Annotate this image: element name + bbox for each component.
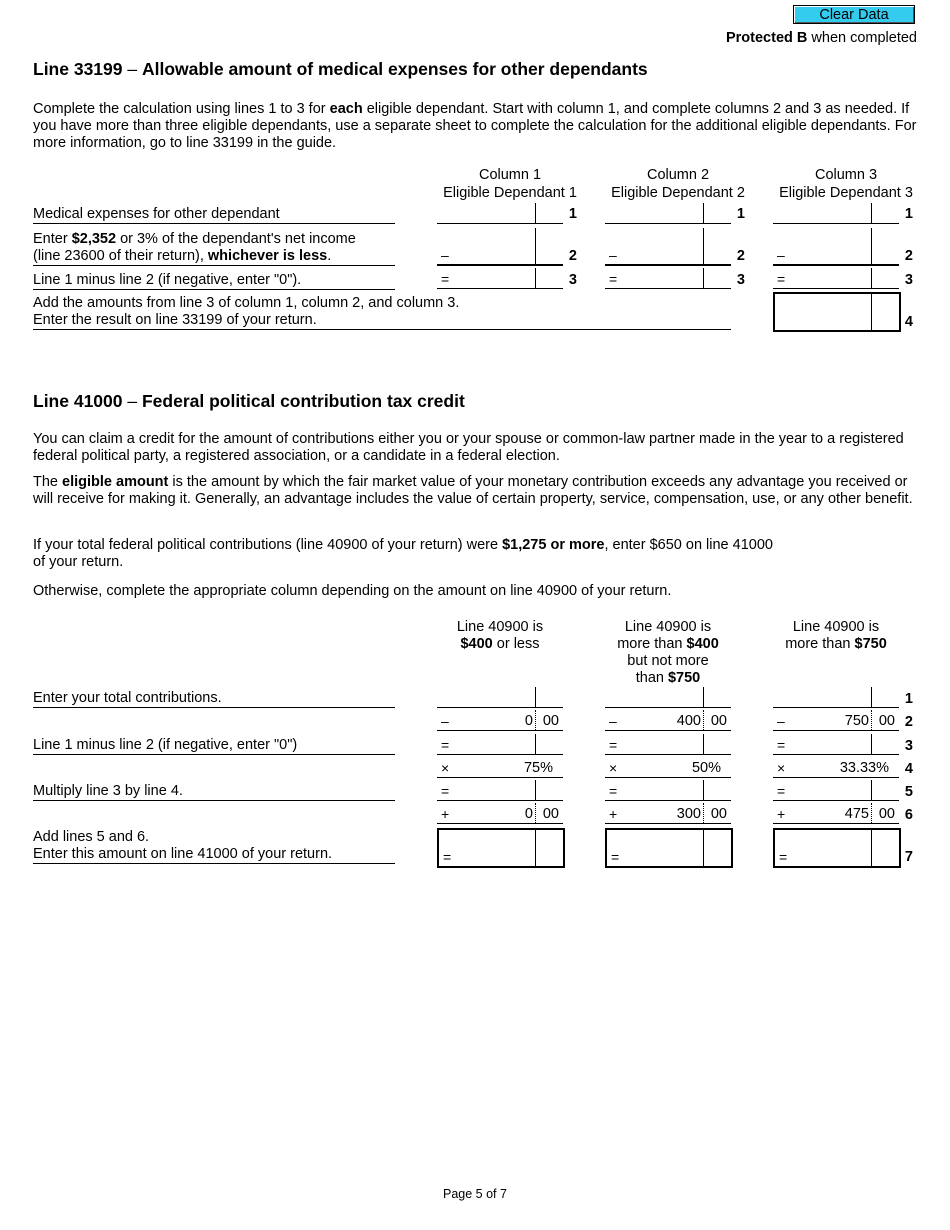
s2-linenum-6: 6 <box>904 807 913 823</box>
s2-col1-times: × <box>441 760 450 776</box>
s2-col2-head-a: Line 40900 is <box>624 619 712 635</box>
s2-col3-line6-cents: 00 <box>878 806 895 822</box>
section2-para1: You can claim a credit for the amount of contributions either you or your spouse or common-law partner made in the year to a registered federal political party, a registered association, or a candidate in a federal election. <box>33 431 904 464</box>
s2-col2-line2-dollars: 400 <box>676 713 701 729</box>
s2-col3-line1-field[interactable] <box>773 687 899 708</box>
s1-col1-equals: = <box>441 271 450 287</box>
s1-row2-a: Enter <box>33 231 72 247</box>
s2-row7-label <box>33 829 395 864</box>
s2-col1-line2-dollars: 0 <box>524 713 533 729</box>
s2-linenum-4: 4 <box>904 761 913 777</box>
s2-col2-head-e: than <box>635 670 668 686</box>
s1-row2-b: $2,352 <box>71 231 117 247</box>
s2-row3-label: Line 1 minus line 2 (if negative, enter "0") <box>33 737 395 755</box>
s1-row2-e: whichever is less <box>207 248 328 264</box>
s1-line4-total-field[interactable] <box>773 292 901 332</box>
s2-col2-heading <box>588 619 748 687</box>
s2-col2-line6-field <box>605 803 731 824</box>
s1-row2-d: (line 23600 of their return), <box>33 248 208 264</box>
s2-para3-b: $1,275 or more <box>502 537 605 553</box>
s2-col1-heading <box>420 619 580 653</box>
section2-title-dash: – <box>122 391 142 411</box>
s2-col3-line3-field[interactable] <box>773 734 899 755</box>
s2-col3-line2-cents: 00 <box>878 713 895 729</box>
s1-col2-linenum-3: 3 <box>736 272 745 288</box>
s2-col3-eq3: = <box>777 737 786 753</box>
s2-linenum-3: 3 <box>904 738 913 754</box>
s2-col2-times: × <box>609 760 618 776</box>
s2-row5-label: Multiply line 3 by line 4. <box>33 783 395 801</box>
s1-col3-minus: – <box>777 247 785 263</box>
s1-col3-equals: = <box>777 271 786 287</box>
s2-col1-eq3: = <box>441 737 450 753</box>
s1-col1-linenum-2: 2 <box>568 248 577 264</box>
s2-para2-c: is the amount by which the fair market value of your monetary contribution exceeds any advantage you received or will receive for making it. Generally, an advantage includes the value of certain property, service, compensation, use, or any other benefit. <box>33 474 913 507</box>
s2-col2-line2-cents: 00 <box>710 713 727 729</box>
s2-col1-rate: 75% <box>523 760 553 776</box>
s1-row4-label <box>33 295 731 330</box>
s2-col1-line1-field[interactable] <box>437 687 563 708</box>
protected-b-notice <box>726 30 917 46</box>
s2-col3-eq7: = <box>779 849 788 865</box>
s1-col1-line1-field[interactable] <box>437 203 563 224</box>
section1-intro-a: Complete the calculation using lines 1 to 3 for <box>33 101 330 117</box>
protected-b-rest: when completed <box>807 30 917 46</box>
s2-col3-line6-dollars: 475 <box>844 806 869 822</box>
s1-linenum-4: 4 <box>904 314 913 330</box>
s2-col2-head-d: but not more <box>627 653 709 669</box>
s2-col3-head-b: more than <box>785 636 855 652</box>
s2-col2-head-b: more than <box>617 636 687 652</box>
s2-col2-rate: 50% <box>691 760 721 776</box>
s2-col2-line4-field <box>605 757 731 778</box>
s1-row4-a: Add the amounts from line 3 of column 1, column 2, and column 3. <box>33 295 460 311</box>
s2-col1-line3-field[interactable] <box>437 734 563 755</box>
s2-row7-b: Enter this amount on line 41000 of your return. <box>33 846 333 862</box>
section1-title <box>33 59 648 80</box>
s2-col3-head-a: Line 40900 is <box>792 619 880 635</box>
s2-col2-head-f: $750 <box>667 670 701 686</box>
s1-row2-f: . <box>327 248 332 264</box>
s2-col2-line1-field[interactable] <box>605 687 731 708</box>
s2-col1-eq7: = <box>443 849 452 865</box>
s2-col1-minus: – <box>441 713 449 729</box>
s1-row2-label <box>33 231 395 266</box>
s2-col3-eq5: = <box>777 783 786 799</box>
section1-title-rest: Allowable amount of medical expenses for other dependants <box>141 59 648 79</box>
col3-title: Column 3 <box>814 167 878 183</box>
section1-title-dash: – <box>122 59 142 79</box>
s1-row3-label: Line 1 minus line 2 (if negative, enter "0"). <box>33 272 395 290</box>
s1-col2-line1-field[interactable] <box>605 203 731 224</box>
s2-col2-head-c: $400 <box>686 636 719 652</box>
s1-col1-line3-field[interactable] <box>437 268 563 289</box>
section1-title-line: Line 33199 <box>33 59 123 79</box>
s2-col1-plus: + <box>441 806 450 822</box>
s2-col2-line7-field[interactable] <box>605 828 733 868</box>
s1-col1-minus: – <box>441 247 449 263</box>
s1-col3-linenum-2: 2 <box>904 248 913 264</box>
s2-col2-line3-field[interactable] <box>605 734 731 755</box>
s1-col2-line2-field[interactable] <box>605 228 731 266</box>
section2-para4: Otherwise, complete the appropriate column depending on the amount on line 40900 of your return. <box>33 583 672 599</box>
s2-col1-line7-field[interactable] <box>437 828 565 868</box>
s2-col2-eq3: = <box>609 737 618 753</box>
col3-subtitle: Eligible Dependant 3 <box>779 185 913 201</box>
section2-title-rest: Federal political contribution tax credit <box>141 391 465 411</box>
s1-col3-linenum-1: 1 <box>904 206 913 222</box>
s2-col2-line6-dollars: 300 <box>676 806 701 822</box>
s2-col2-line6-cents: 00 <box>710 806 727 822</box>
s1-col2-equals: = <box>609 271 618 287</box>
s2-col3-heading <box>756 619 916 653</box>
section2-para2 <box>33 474 923 508</box>
s2-col1-line4-field <box>437 757 563 778</box>
s1-col3-linenum-3: 3 <box>904 272 913 288</box>
s2-col3-line5-field[interactable] <box>773 780 899 801</box>
s2-linenum-5: 5 <box>904 784 913 800</box>
s1-col2-minus: – <box>609 247 617 263</box>
s1-col3-line3-field[interactable] <box>773 268 899 289</box>
s2-col3-plus: + <box>777 806 786 822</box>
s2-col3-line7-field[interactable] <box>773 828 901 868</box>
s2-para3-d: of your return. <box>33 554 124 570</box>
s2-col1-eq5: = <box>441 783 450 799</box>
s2-col3-minus: – <box>777 713 785 729</box>
s1-col3-line2-field[interactable] <box>773 228 899 266</box>
s2-col2-eq7: = <box>611 849 620 865</box>
col3-heading <box>756 166 936 202</box>
col1-subtitle: Eligible Dependant 1 <box>443 185 577 201</box>
s2-col1-line6-dollars: 0 <box>524 806 533 822</box>
section2-title-line: Line 41000 <box>33 391 123 411</box>
s2-col3-rate: 33.33% <box>839 760 889 776</box>
s2-para2-a: The <box>33 474 63 490</box>
protected-b-bold: Protected B <box>725 30 808 46</box>
s2-col1-line5-field[interactable] <box>437 780 563 801</box>
clear-data-button[interactable]: Clear Data <box>793 5 915 24</box>
s2-para3-a: If your total federal political contributions (line 40900 of your return) were <box>33 537 503 553</box>
s1-col2-linenum-2: 2 <box>736 248 745 264</box>
s1-row2-c: or 3% of the dependant's net income <box>116 231 356 247</box>
col1-heading <box>420 166 600 202</box>
section2-para3 <box>33 537 923 571</box>
s2-col3-times: × <box>777 760 786 776</box>
s1-col3-line1-field[interactable] <box>773 203 899 224</box>
s2-para3-c: , enter $650 on line 41000 <box>604 537 773 553</box>
s2-linenum-2: 2 <box>904 714 913 730</box>
s2-linenum-1: 1 <box>904 691 913 707</box>
section1-intro-c: eligible dependant. Start with column 1, and complete columns 2 and 3 as needed. If you have more than three eligible dependants, use a separate sheet to complete the calculation for the additional eligible dependants. For more information, go to line 33199 in the guide. <box>33 101 917 151</box>
s2-col2-plus: + <box>609 806 618 822</box>
s1-col1-linenum-3: 3 <box>568 272 577 288</box>
s2-col1-line2-cents: 00 <box>542 713 559 729</box>
s2-col1-head-b: $400 <box>460 636 493 652</box>
col1-title: Column 1 <box>478 167 542 183</box>
s2-col3-head-c: $750 <box>854 636 887 652</box>
s1-col1-line2-field[interactable] <box>437 228 563 266</box>
col2-heading <box>588 166 768 202</box>
page-number: Page 5 of 7 <box>443 1187 507 1201</box>
s2-row7-a: Add lines 5 and 6. <box>33 829 150 845</box>
s2-linenum-7: 7 <box>904 849 913 865</box>
section2-title <box>33 391 465 412</box>
s1-row4-b: Enter the result on line 33199 of your return. <box>33 312 317 328</box>
s2-row1-label: Enter your total contributions. <box>33 690 395 708</box>
s2-col1-line6-field <box>437 803 563 824</box>
col2-subtitle: Eligible Dependant 2 <box>611 185 745 201</box>
section1-intro <box>33 101 923 152</box>
s2-col1-head-a: Line 40900 is <box>456 619 544 635</box>
s2-col2-minus: – <box>609 713 617 729</box>
col2-title: Column 2 <box>646 167 710 183</box>
s2-col3-line2-field <box>773 710 899 731</box>
s2-col3-line2-dollars: 750 <box>844 713 869 729</box>
s1-col2-line3-field[interactable] <box>605 268 731 289</box>
s2-col3-line6-field <box>773 803 899 824</box>
s2-col2-eq5: = <box>609 783 618 799</box>
s2-col2-line5-field[interactable] <box>605 780 731 801</box>
s1-row1-label: Medical expenses for other dependant <box>33 206 395 224</box>
s2-col2-line2-field <box>605 710 731 731</box>
section1-intro-b: each <box>329 101 363 117</box>
s1-col2-linenum-1: 1 <box>736 206 745 222</box>
s2-para2-b: eligible amount <box>62 474 169 490</box>
s2-col1-line6-cents: 00 <box>542 806 559 822</box>
s1-col1-linenum-1: 1 <box>568 206 577 222</box>
s2-col1-line2-field <box>437 710 563 731</box>
s2-col1-head-c: or less <box>492 636 540 652</box>
s2-col3-line4-field <box>773 757 899 778</box>
